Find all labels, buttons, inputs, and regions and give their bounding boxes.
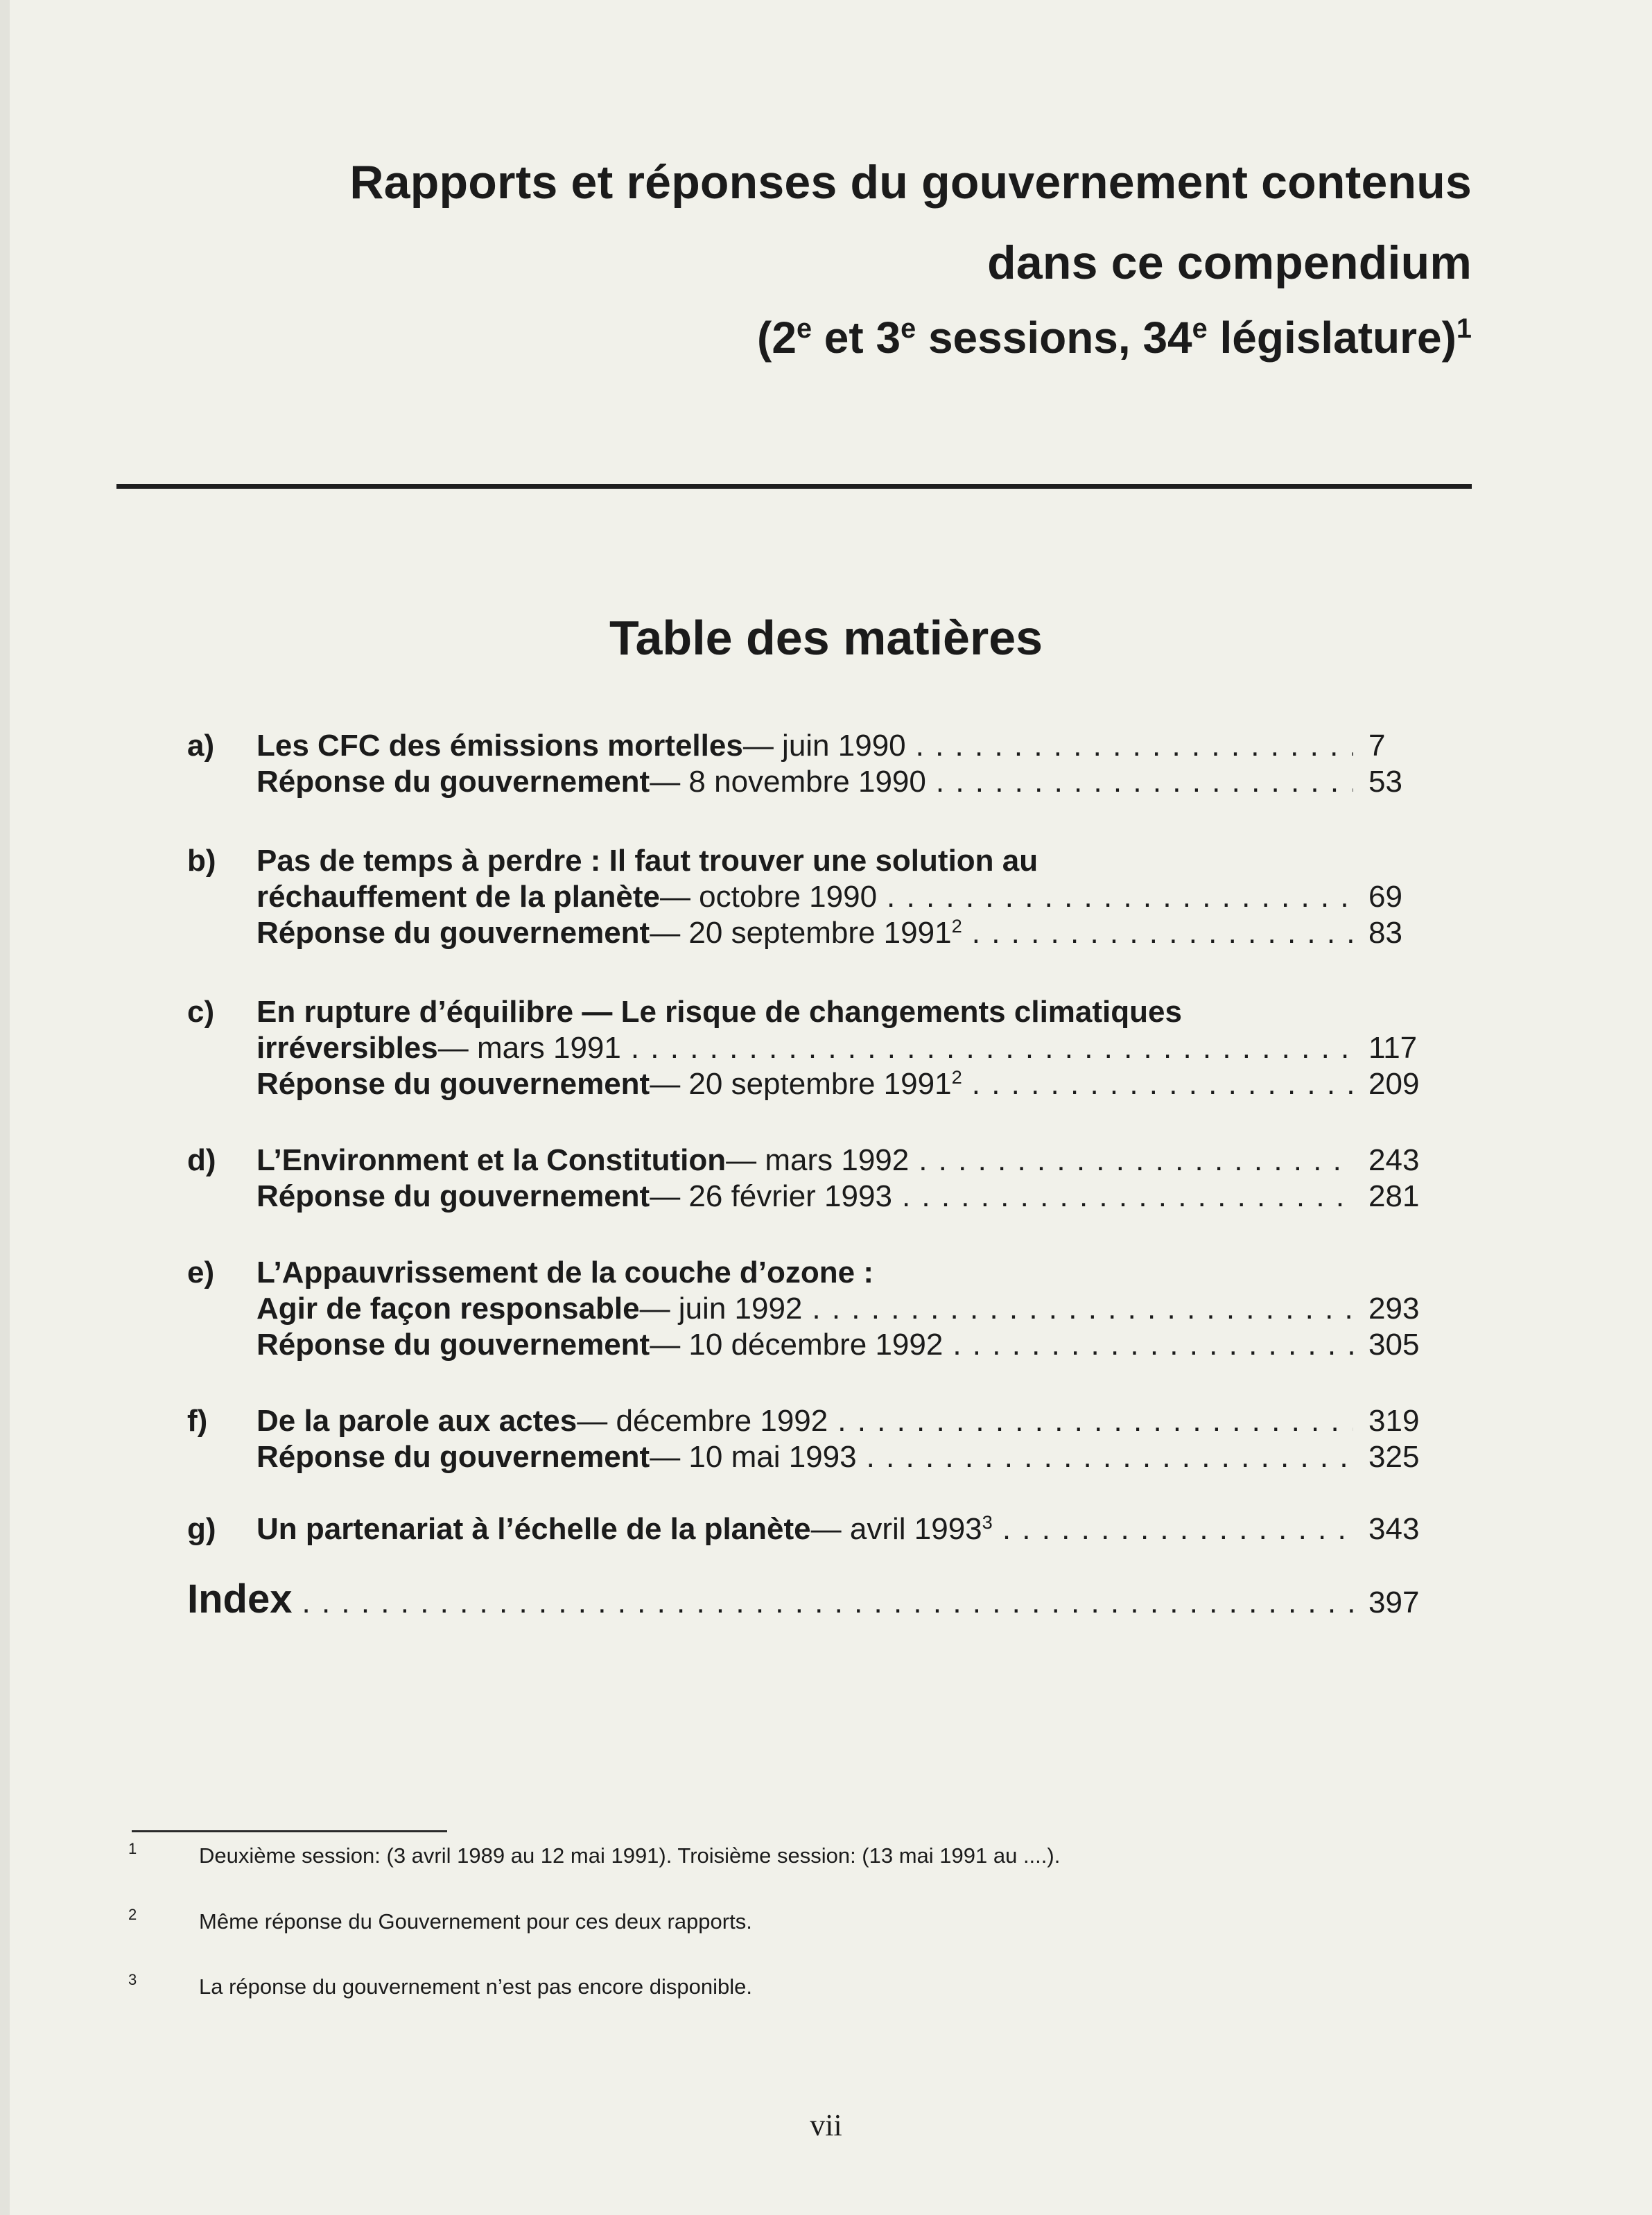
toc-line-date: — juin 1992: [639, 1292, 803, 1326]
toc-line[interactable]: Un partenariat à l’échelle de la planète — avril 1993 $^3$ . . . 343: [257, 1511, 1421, 1547]
horizontal-rule: [116, 484, 1472, 489]
toc-page-number: 209: [1368, 1067, 1420, 1101]
toc-page-number: 281: [1368, 1179, 1420, 1213]
toc-line[interactable]: [257, 1179, 1421, 1215]
toc-entry-letter: d): [187, 1143, 216, 1177]
toc-entry-letter: b): [187, 844, 216, 878]
toc-entry-letter: f): [187, 1404, 208, 1438]
toc-line-date: — 10 mai 1993: [650, 1440, 857, 1474]
toc-page-number: 325: [1368, 1440, 1420, 1474]
toc-line-title: Agir de façon responsable: [257, 1292, 640, 1326]
toc-line[interactable]: [257, 1439, 1421, 1475]
toc-line-title: Réponse du gouvernement: [257, 1179, 650, 1213]
index-label: Index: [187, 1576, 293, 1622]
toc-page-number: 7: [1368, 729, 1386, 763]
heading-line-3: (2e et 3e sessions, 34e législature)$^1$: [757, 313, 1472, 363]
toc-entry: [187, 1143, 1421, 1215]
toc-page-number: 343: [1368, 1512, 1420, 1546]
toc-line: [257, 1255, 1421, 1291]
toc-page-number: 117: [1368, 1031, 1418, 1065]
toc-entry: [187, 1403, 1421, 1475]
dot-leader: [812, 1291, 1353, 1327]
toc-line[interactable]: Réponse du gouvernement — 20 septembre 1991 $^2$ . . . 83: [257, 915, 1421, 951]
toc-entry: [187, 843, 1421, 951]
toc-line[interactable]: [257, 1291, 1421, 1327]
dot-leader: [936, 764, 1353, 800]
footnote-number: 3: [128, 1971, 137, 1988]
dot-leader: [631, 1030, 1353, 1066]
toc-line-title: Les CFC des émissions mortelles: [257, 729, 743, 763]
toc-line[interactable]: [257, 879, 1421, 915]
toc-line-date: — juin 1990: [742, 729, 906, 763]
heading-footnote-ref: 1: [1456, 313, 1472, 345]
toc-page-number: 319: [1368, 1404, 1420, 1438]
toc-line[interactable]: [257, 764, 1421, 800]
toc-entry: [187, 994, 1421, 1102]
toc-line-date: — mars 1992: [726, 1143, 910, 1177]
table-of-contents: [187, 728, 1421, 1622]
toc-line-title: Un partenariat à l’échelle de la planète: [257, 1512, 811, 1546]
toc-line-title: réchauffement de la planète: [257, 880, 660, 914]
footnote-text: La réponse du gouvernement n’est pas encore disponible.: [199, 1974, 752, 1999]
toc-line: [257, 843, 1421, 879]
toc-line-title: Réponse du gouvernement: [257, 916, 650, 950]
toc-line-title: L’Appauvrissement de la couche d’ozone :: [257, 1256, 873, 1289]
toc-entry-letter: e): [187, 1256, 215, 1289]
toc-line-date: — décembre 1992: [577, 1404, 828, 1438]
toc-page-number: 305: [1368, 1328, 1420, 1362]
footnote-text: Même réponse du Gouvernement pour ces deux rapports.: [199, 1909, 752, 1934]
toc-line-date: — mars 1991: [437, 1031, 621, 1065]
footnote: [128, 1842, 1445, 1870]
toc-line-title: Réponse du gouvernement: [257, 1067, 650, 1101]
toc-page-number: 243: [1368, 1143, 1420, 1177]
footnote-text: Deuxième session: (3 avril 1989 au 12 mai 1991). Troisième session: (13 mai 1991 au ....).: [199, 1843, 1061, 1868]
dot-leader: [867, 1439, 1353, 1475]
toc-line[interactable]: [257, 1403, 1421, 1439]
toc-line: [257, 994, 1421, 1030]
toc-line-title: En rupture d’équilibre — Le risque de changements climatiques: [257, 995, 1182, 1029]
page-heading: [349, 142, 1472, 372]
heading-line-1: Rapports et réponses du gouvernement contenus: [349, 156, 1472, 209]
toc-line-date: — 20 septembre 1991: [650, 916, 952, 950]
toc-page-number: 293: [1368, 1292, 1420, 1326]
page-edge: [0, 0, 10, 2215]
toc-line-title: Réponse du gouvernement: [257, 1328, 650, 1362]
toc-line-date: — avril 1993: [810, 1512, 982, 1546]
toc-entry-letter: a): [187, 729, 215, 763]
dot-leader: [916, 728, 1353, 764]
toc-title: Table des matières: [609, 611, 1043, 665]
toc-line[interactable]: [257, 1327, 1421, 1363]
toc-line[interactable]: [257, 1030, 1421, 1066]
toc-entry: [187, 1511, 1421, 1547]
toc-line-date: — 26 février 1993: [650, 1179, 892, 1213]
toc-entry: [187, 1255, 1421, 1363]
footnote: [128, 1908, 1445, 1936]
dot-leader: [837, 1403, 1353, 1439]
toc-entry-letter: c): [187, 995, 215, 1029]
toc-entry: [187, 728, 1421, 800]
toc-page-number: 83: [1368, 916, 1402, 950]
dot-leader: [1002, 1511, 1353, 1547]
footnote-number: 1: [128, 1840, 137, 1857]
page-number: vii: [810, 2108, 842, 2142]
toc-index-line[interactable]: [187, 1576, 1421, 1622]
footnote: [128, 1973, 1445, 2001]
footnote-rule: [132, 1830, 447, 1832]
toc-line[interactable]: Réponse du gouvernement — 20 septembre 1991 $^2$ . . . 209: [257, 1066, 1421, 1102]
toc-line-title: Réponse du gouvernement: [257, 765, 650, 799]
footnote-number: 2: [128, 1906, 137, 1923]
dot-leader: [953, 1327, 1353, 1363]
dot-leader: [972, 915, 1353, 951]
toc-line-date: — 20 septembre 1991: [650, 1067, 952, 1101]
toc-line-title: Réponse du gouvernement: [257, 1440, 650, 1474]
toc-line-date: — octobre 1990: [659, 880, 878, 914]
toc-line[interactable]: [257, 728, 1421, 764]
toc-page-number: 53: [1368, 765, 1402, 799]
toc-line-title: Pas de temps à perdre : Il faut trouver une solution au: [257, 844, 1038, 878]
toc-line-date: — 10 décembre 1992: [650, 1328, 944, 1362]
toc-line-title: De la parole aux actes: [257, 1404, 577, 1438]
dot-leader: [972, 1066, 1353, 1102]
dot-leader: [302, 1586, 1354, 1620]
dot-leader: [902, 1179, 1353, 1215]
toc-line-title: irréversibles: [257, 1031, 438, 1065]
toc-line-title: L’Environment et la Constitution: [257, 1143, 727, 1177]
dot-leader: [887, 879, 1353, 915]
dot-leader: [919, 1143, 1353, 1179]
toc-page-number: 69: [1368, 880, 1402, 914]
index-page-number: 397: [1368, 1586, 1420, 1619]
toc-line[interactable]: [257, 1143, 1421, 1179]
toc-entry-letter: g): [187, 1512, 216, 1546]
toc-line-date: — 8 novembre 1990: [650, 765, 926, 799]
heading-line-2: dans ce compendium: [987, 236, 1472, 289]
